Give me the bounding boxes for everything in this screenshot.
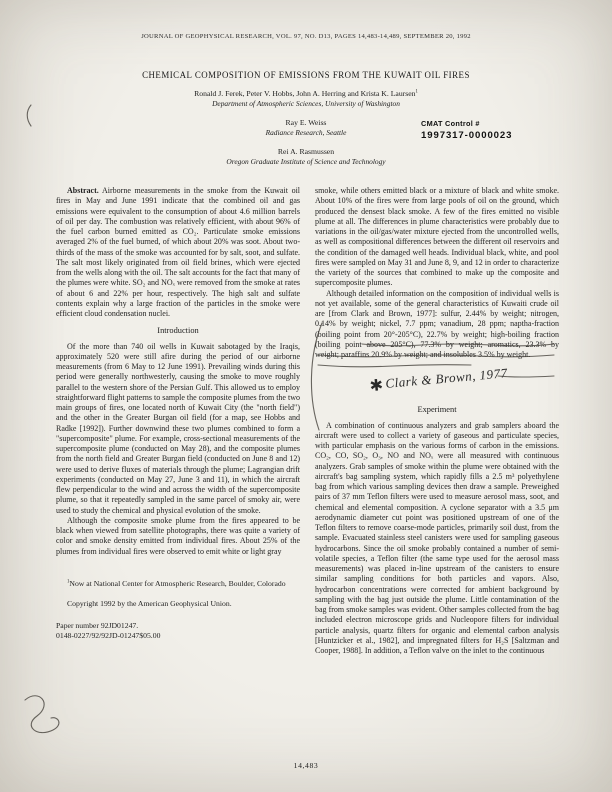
- two-column-body: [56, 186, 559, 656]
- byline-block: [0, 89, 612, 166]
- journal-header: JOURNAL OF GEOPHYSICAL RESEARCH, VOL. 97, NO. D13, PAGES 14,483-14,489, SEPTEMBER 20, 1992: [141, 33, 471, 40]
- section-heading-experiment: Experiment: [417, 405, 457, 415]
- paper-title: CHEMICAL COMPOSITION OF EMISSIONS FROM THE KUWAIT OIL FIRES: [142, 70, 470, 80]
- spacer: [0, 108, 612, 118]
- stamp-number: 1997317-0000023: [421, 130, 513, 141]
- footnote: [56, 579, 300, 589]
- affiliation-3: Oregon Graduate Institute of Science and Technology: [226, 157, 386, 166]
- intro-paragraph-1: Of the more than 740 oil wells in Kuwait sabotaged by the Iraqis, approximately 520 were still afire during the period of our airborne measurements (from 6 May to 12 June 1991). Prevailing winds during this period were generally northwesterly, causing the smoke to move roughly parallel to the western shore of the Persian Gulf. This allowed us to employ straightforward flight patterns to sample the composite plumes from the two main groups of fires, one located north of Kuwait City (the "north field") and the other in the Greater Burgan oil field (for a map, see Hobbs and Radke [1992]). Further downwind these two plumes combined to form a "supercomposite" plume. For example, cross-sectional measurements of the supercomposite plume (conducted on May 28), and the composite plumes from the north field and Greater Burgan field (conducted on June 8 and 12) were used to derive fluxes of materials through the plume; Lagrangian drift experiments (conducted on May 27, June 3 and 11), in which the aircraft flew perpendicular to the wind and across the width of the supercomposite plume, so that it repeatedly sampled in the same parcel of smoky air, were used to study the chemical and physical evolution of the smoke.: [56, 341, 300, 515]
- handwritten-citation-text: Clark & Brown, 1977: [384, 365, 509, 392]
- affiliation-2: Radiance Research, Seattle: [265, 128, 347, 137]
- footnote-block: [56, 579, 300, 641]
- authors-names: Ronald J. Ferek, Peter V. Hobbs, John A. Herring and Krista K. Laursen: [194, 89, 416, 98]
- footnote-marker: 1: [67, 579, 70, 585]
- control-number-stamp: [421, 119, 512, 141]
- right-paragraph-2-crude-oil-characteristics: Although detailed information on the composition of individual wells is not yet available, some of the general characteristics of Kuwaiti crude oil are [from Clark and Brown, 1977]: sulfur, 2.44% by weight; nitrogen, 0.14% by weight; nickel, 7.7 ppm; vanadium, 28 ppm; naptha-fraction (boiling point from 20°-205°C), 22.7% by weight; high-boiling fraction (boiling point above 205°C), 77.3% by weight; aromatics, 23.3% by weight; paraffins 20.9% by weight; and insolubles 3.5% by weight.: [315, 288, 559, 359]
- abstract-text: Airborne measurements in the smoke from the Kuwait oil fires in May and June 1991 indicate that the combined oil and gas emissions were equivalent to the consumption of about 4.6 million barrels of oil per day. The combustion was relatively efficient, with about 96% of the fuel carbon burned emitted as CO₂. Particulate smoke emissions averaged 2% of the fuel burned, of which about 20% was soot. About two-thirds of the mass of the smoke was accounted for by salt, soot, and sulfate. The salt most likely originated from oil field brines, which were ejected from the wells along with the oil. The salt accounts for the fact that many of the plumes were white. SO₂ and NOₓ were removed from the smoke at rates of about 6 and 22% per hour, respectively. The high salt and sulfate contents explain why a large fraction of the particles in the smoke were efficient cloud condensation nuclei.: [56, 186, 301, 318]
- section-heading-introduction: Introduction: [157, 326, 199, 336]
- spacer: [0, 137, 612, 147]
- handwritten-note: [369, 364, 560, 406]
- experiment-paragraph-1: A combination of continuous analyzers and grab samplers aboard the aircraft were used to collect a variety of gaseous and particulate species, with particular emphasis on the various forms of carbon in the emissions. CO₂, CO, SO₂, O₃, NO and NOₓ were all measured with continuous analyzers. Grab samples of smoke within the plume were obtained with the aircraft's bag sampling system, which rapidly fills a 2.5 m³ polyethylene bag from which various sampling devices then draw a sample. Preweighed pairs of 37 mm Teflon filters were used to measure aerosol mass, soot, and chemical and elemental composition. A cyclone separator with a 3.5 μm aerodynamic diameter cut point was positioned upstream of one of the Teflon filters to remove coarse-mode particles, primarily soil dust, from the sample. Evacuated stainless steel canisters were used for sampling gaseous hydrocarbons. Since the oil smoke probably contained a number of semi-volatile species, a Teflon filter (the same type used for the aerosol mass measurements) was placed in-line upstream of the canisters to ensure similar sampling conditions for both particles and vapors. Also, hydrocarbon concentrations were corrected for ambient background by sampling with the bag just outside the plume. Little contamination of the bag from smoke samples was evident. Other samples collected from the bag included electron microscope grids and Nucleopore filters for individual particle analysis, quartz filters for organic and elemental carbon analysis [Huntzicker et al., 1982], and impregnated filters for H₂S [Saltzman and Cooper, 1988]. In addition, a Teflon valve on the inlet to the continuous: [315, 420, 559, 655]
- author-2-name: Ray E. Weiss: [285, 118, 327, 127]
- right-column: [315, 186, 559, 656]
- paper-number-line: Paper number 92JD01247.: [56, 620, 139, 630]
- author-footnote-marker: 1: [415, 89, 418, 95]
- affiliation-1: Department of Atmospheric Sciences, University of Washington: [212, 99, 400, 108]
- intro-paragraph-2: Although the composite smoke plume from the fires appeared to be black when viewed from satellite photographs, there was quite a variety of color and smoke density emitted from individual fires. About 25% of the plumes from individual fires were observed to emit white or light gray: [56, 515, 300, 556]
- page-number: 14,483: [293, 761, 319, 770]
- footnote-text: Now at National Center for Atmospheric Research, Boulder, Colorado: [69, 578, 286, 588]
- authors-line: [0, 89, 612, 98]
- author-3-name: Rei A. Rasmussen: [277, 147, 335, 156]
- abstract: [56, 186, 300, 319]
- handwritten-asterisk-icon: ✱: [369, 377, 385, 396]
- left-column: [56, 186, 300, 656]
- corner-scribble: [25, 696, 59, 733]
- stamp-label: CMAT Control #: [421, 119, 480, 128]
- issn-line: 0148-0227/92/92JD-01247$05.00: [56, 630, 161, 640]
- abstract-label: Abstract.: [67, 186, 99, 195]
- copyright-line: Copyright 1992 by the American Geophysical Union.: [67, 599, 232, 609]
- right-paragraph-1: smoke, while others emitted black or a mixture of black and white smoke. About 10% of the fires were from large pools of oil on the ground, which produced the densest black smoke. A few of the fires emitted no visible plume at all. The differences in plume characteristics were probably due to variations in the oil/gas/water mixture ejected from the uncontrolled wells, as well as compositional differences between the different oil reservoirs and the condition of the damaged well heads. Individual black, white, and pool fires were sampled on May 31 and June 8, 9, and 12 in order to characterize the variety of the sources that combined to make up the composite and supercomposite plumes.: [315, 186, 559, 288]
